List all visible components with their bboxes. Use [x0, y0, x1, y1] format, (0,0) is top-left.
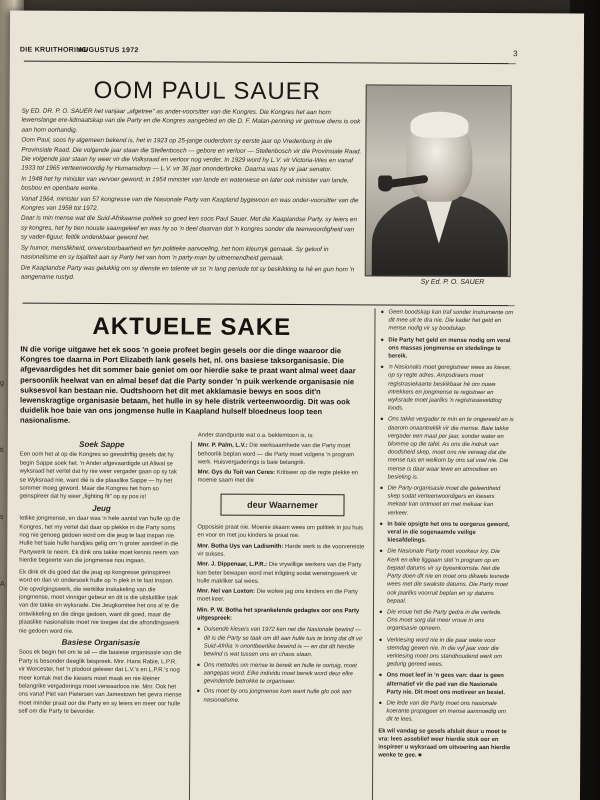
- issue-date: AUGUSTUS 1972: [77, 46, 139, 55]
- speaker-point: [197, 542, 367, 559]
- margin-fragment: A: [0, 581, 5, 588]
- section-heading: Soek Sappe: [79, 439, 125, 450]
- section-paragraph: Ek dink ek dis goed dat die jeug op kongresse geïnspireer word en dan vir ondersoek hulle op 'n plek in te laat inspan. Die opvolgingswerk, die werklike inskakeling van die jongmense, moet vinniger gebeur en dit is die uitsluitlike taak van die takke en wyksrade. Die Jeugkomitee het ons al te die ontwikkeling en die dinge gedoen, want dit goed, maar die plaaslike nasionaliste moet nie toegee dat die afrondingswerk nie gedoen word nie.: [18, 569, 180, 635]
- section-paragraph: Ietlike jongmense, en daar was 'n hele aantal van hulle op die Kongres, het my vertel dat daar op plekke in die Party soms nog nie genoeg gedoen word om die jeug te laat inspan nie. Hulle het baie hulle handjies gelig om 'n groter aandeel in die Partywerk te neem. Ek dink ons takke moet kennis neem van hierdie begeerte van die jongmense nou ingaan.: [19, 515, 181, 565]
- speaker-text: Harde werk is die voorvereiste vir sukses.: [197, 543, 365, 558]
- speaker-text: Die vrywillige werkers van die Party kan beter bewapen word met inligting sodat werwingswerk vir hulle makliker sal wees.: [197, 562, 362, 585]
- speaker-name: Mnr. Botha Uys van Ladismith:: [197, 543, 284, 550]
- bullet-point: ● Die Party-organisasie moet die geleentheid skep sodat verteenwoordigers en kiesers mekaar kan ontmoet en met mekaar kan verkeer.: [379, 485, 513, 519]
- bullet-point: ● In baie opsigte het ons te oorgerus geword, veral in die sogenaamde veilige kiesafdelings.: [379, 520, 513, 545]
- article-title-sauer: OOM PAUL SAUER: [93, 76, 322, 106]
- sauer-paragraph: Sy ED. DR. P. O. SAUER het vanjaar „afgetree" as ander-voorsitter van die Kongres. Die Kongres het aan hom lewenslange ere-lidmaatskap van die Party en die Kongres aangebied en die D. F. Malan-penning vir getroue diens is ook aan hom oorhandig.: [21, 107, 361, 134]
- speaker-point: [198, 442, 368, 468]
- speaker-point: [197, 524, 367, 541]
- bullet-point: ● Ons moet leef in 'n gees van: daar is geen alternatief vir die pad van die Nasionale Party nie. Dit moet ons motiveer en besiel.: [379, 672, 513, 697]
- bullet-point: ● Die lede van die Party moet ons nasionale koerante propageer en mense aanmoedig om dit te lees.: [378, 699, 512, 724]
- sake-middle-column: [196, 431, 368, 800]
- speaker-name: Mnr. J. Dippenaar, L.P.R.:: [197, 561, 268, 569]
- section-heading: Basiese Organisasie: [61, 637, 140, 648]
- sauer-portrait-photo: [365, 84, 512, 277]
- page-number: 3: [513, 49, 518, 59]
- section-rule: [23, 303, 515, 307]
- bullet-point: ● 'n Nasionalis moet geregistreer wees as kieser, op sy regte adres. Ampsdraers moet registrasiekaarte beskikbaar hê om nuwe intrekkers en jongmense te registreer en wyksrade moet jaarliks 'n registrasieveldtog loods.: [380, 364, 514, 414]
- margin-fragment: s: [0, 514, 4, 521]
- byline-box: deur Waarnemer: [220, 493, 344, 516]
- sake-right-column: [378, 308, 515, 800]
- photo-caption: Sy Ed. P. O. SAUER: [420, 278, 485, 286]
- magazine-page: [6, 11, 584, 800]
- speaker-point: [197, 561, 367, 587]
- section-paragraph: Soos ek begin het om te sê — die basiese organisasie van die Party is besonder deeglik bespreek. Mnr. Hans Rabie, L.P.R. vir Worcester, het 'n plodooi gelewer dat L.V.'s en L.P.R.'s nog meer kontak met die kiesers moet maak en nie kleiner belangrike vergaderings moet verwaarloos nie. Mnr. Ook het ons vanaf Piet van Pietersen van Jamestown het gevra mense moet minder praat oor die Party en sy leiers en meer oor hulle self om die Party te bevorder.: [18, 649, 182, 716]
- bullet-point: ● Die vroue het die Party gedra in die verlede. Ons moet sorg dat meer vroue in ons organisasie opneem.: [379, 608, 513, 633]
- publication-name: DIE KRUITHORING: [19, 46, 88, 54]
- bullet-point: ● Verkiesing word nie in die paar weke voor stemdag gewen nie. In die vyf jaar voor die verkiesing moet ons standhoudend werk om gedurig gereed wees.: [379, 636, 513, 670]
- speaker-name: Mnr. Nel van Loxton:: [197, 588, 256, 595]
- speaker-text: Kritiseer op die regte plekke en moenie saam met die: [197, 470, 359, 485]
- sauer-article-body: [21, 107, 362, 305]
- speaker-point: [197, 606, 367, 623]
- sauer-paragraph: Sy humor, menslikheid, onverstoorbaarheid en fyn politieke aanvoeling, het hom kleurryk gemaak. Sy geloof in nasionalisme en sy lojaliteit aan sy Party het van hom 'n party-man by uitnemendheid gemaak.: [20, 244, 329, 263]
- right-bullet-list: [378, 308, 514, 724]
- speaker-name: Mnr. Gys du Toit van Ceres:: [197, 469, 276, 477]
- bullet-point: ● Ons metodes om mense te bereik en hulle te oortuig, moet aangepas word. Elke individu moet bereik word deur elke gevindende betrokke te organiseer.: [197, 661, 367, 687]
- margin-fragment: ti: [0, 447, 4, 454]
- bullet-point: ● Ons moet by ons jongmense kom want hulle glo ook aan nasionalisme.: [196, 688, 366, 705]
- speaker-text: Die werksaamhede van die Party moet behoorlik beplan word — die Party moet volgens 'n program werk. Huisvergaderings is baie belangrik.: [197, 443, 355, 466]
- margin-fragment: g: [0, 380, 4, 387]
- speaker-point: [198, 469, 368, 486]
- column-divider: [372, 308, 376, 800]
- sake-lead-paragraph: IN die vorige uitgawe het ek soos 'n goeie profeet begin gesels oor die dinge waaroor die Kongres toe daarna in Port Elizabeth lank gesels het, nl. ons basiese taksorganisasie. Die afgevaardigdes het dit sommer baie geniet om oor hierdie sake te praat want almal weet daar persoonlik heelwat van en almal besef dat die Party sonder 'n puik werkende organisasie nie suksesvol kan bestaan nie. Oudtshoorn het dit met akklamasie bewys en soos dit'n lewenskragtige organisasie betaam, het hulle in sy hele distrik verteenwoordig. Dit was ook duidelik hoe baie van ons jongmense hulle in Kaapland hulself bloedneus loop teen nasionalisme.: [19, 344, 356, 426]
- bullet-point: ● Die Nasionale Party moet voorkeur kry. Die Kerk en elke liggaam stel 'n program op en bepaal datums vir sy byeenkomste. Net die Party doen dit nie en moet ons dikwels tevrede wees met die swakste datums. Die Party moet ook jaarliks voorruit beplan en sy datums bepaal.: [379, 548, 513, 606]
- sauer-paragraph: Vanaf 1964, minister van 57 kongresse van die Nasionale Party van Kaapland bygewoon en was onder-voorsitter van die Kongres van 1958 tot 1972.: [21, 195, 359, 213]
- bullet-point: ● Die Party het geld en mense nodig om veral ons massas jongmense en stedelinge te bereik.: [380, 336, 514, 361]
- bullet-point: ● Duisende kiesers van 1972 ken net die Nasionale bewind — dit is die Party se taak om dit aan hulle tuis te bring dat dit vir Suid-Afrika 'n onontbeerlike bewind is — en dat dit hierdie bewind is wat tussen ons en chaos staan.: [197, 626, 367, 660]
- speaker-name: Min. P. W. Botha het sprankelende gedagtes oor ons Party uitgespreek:: [196, 607, 360, 622]
- sauer-paragraph: Daar is min mense wat die Suid-Afrikaanse politiek so goed ken soos Paul Sauer. Met die Kaaplandse Party, sy leiers en sy kongres, het hy tien nouste saamgeleef en was hy so 'n deel daarvan dat 'n kongres sonder die teenwoordigheid van sy vader-figuur, feitlik ondenkbaar geword het.: [20, 215, 358, 242]
- section-heading: Jeug: [92, 503, 111, 513]
- bullet-point: ● Geen boodskap kan traf sonder instrumente om dit mee uit te dra nie. Die kader het geld en mense nodig vir sy boodskap.: [380, 308, 514, 333]
- mid-intro: Ander standpunte wat o.a. beklemtoon is, is:: [197, 432, 314, 440]
- speaker-text: Opposisie praat nie. Moenie skaam wees om politiek in jou huis en voor en met jou kinders te praat nie.: [197, 524, 364, 540]
- article-title-sake: AKTUELE SAKE: [92, 312, 292, 341]
- sake-left-column: [18, 439, 184, 800]
- speaker-point: [197, 588, 367, 605]
- sauer-paragraph: In 1948 het hy minister van vervoer geword; in 1954 minister van lande en waterwese en later ook minister van lande, bosbou en openbare werke.: [21, 175, 349, 193]
- column-divider: [189, 441, 192, 800]
- adjacent-page-fragments: [0, 380, 10, 800]
- section-paragraph: Een oom het al op die Kongres so geesdriftig gesels dat hy begin Sappe soek het. 'n Ander afgevaardigde uit Aliwal se wyksraad het vertel dat hy nie weer vergader gaan op sy tak se Wyksraad nie, want dié is die plaaslike Sappe — hy het sommer moeg geword. Maar die Kongres het hom so geinspireer dat hy weer „fighting fit" op sy pos is!: [19, 451, 177, 501]
- mid-bullet-list: [196, 626, 366, 706]
- speaker-name: Mnr. P. Palm, L.V.:: [197, 442, 248, 450]
- speaker-text: Die wolwe jag ons kinders en die Party moet keer.: [196, 588, 358, 604]
- closing-paragraph: Ek wil vandag se gesels afsluit deur u moet te vra: lees asseblief weer hierdie stuk oor en inspireer u wyksraad om uitvoering aan hierdie wenke te gee. ■: [378, 727, 511, 759]
- sauer-paragraph: Die Kaaplandse Party was gelukkig om sy dienste en talente vir so 'n lang periode tot sy beskikking te hê en gun hom 'n aangename rustyd.: [20, 264, 355, 281]
- sauer-paragraph: Oom Paul, soos hy algemeen bekend is, het in 1923 op 25-jarige ouderdom sy eerste jaar op Vredenburg in die Provinsiale Raad. Die volgende jaar staan die Stellenbosch — gebore en verloor — Stellenbosch vir die Provinsiale Raad. Die volgende jaar staan hy weer vir die Volksraad en verloor nog verder. In 1929 word hy L.V. vir Victoria-Wes en vanaf 1933 tot 1965 verteenwoordig hy Humansdorp — L.V. vir 36 jaar ononderbroke. Daarna was hy vir jaar senator.: [21, 136, 362, 174]
- bullet-point: ● Ons takke vergader te min en te ongereeld en is daarom onaantreklik vir die mense. Baie takke vergader een maal per jaar, sonder water en blomme op die tafel. As ons die indruk van doodsheid skep, moet ons nie verwag dat die mense tuis en welkom by ons sal voel nie. Die mense is daar waar lewe en atmosfeer en besieling is.: [380, 416, 514, 482]
